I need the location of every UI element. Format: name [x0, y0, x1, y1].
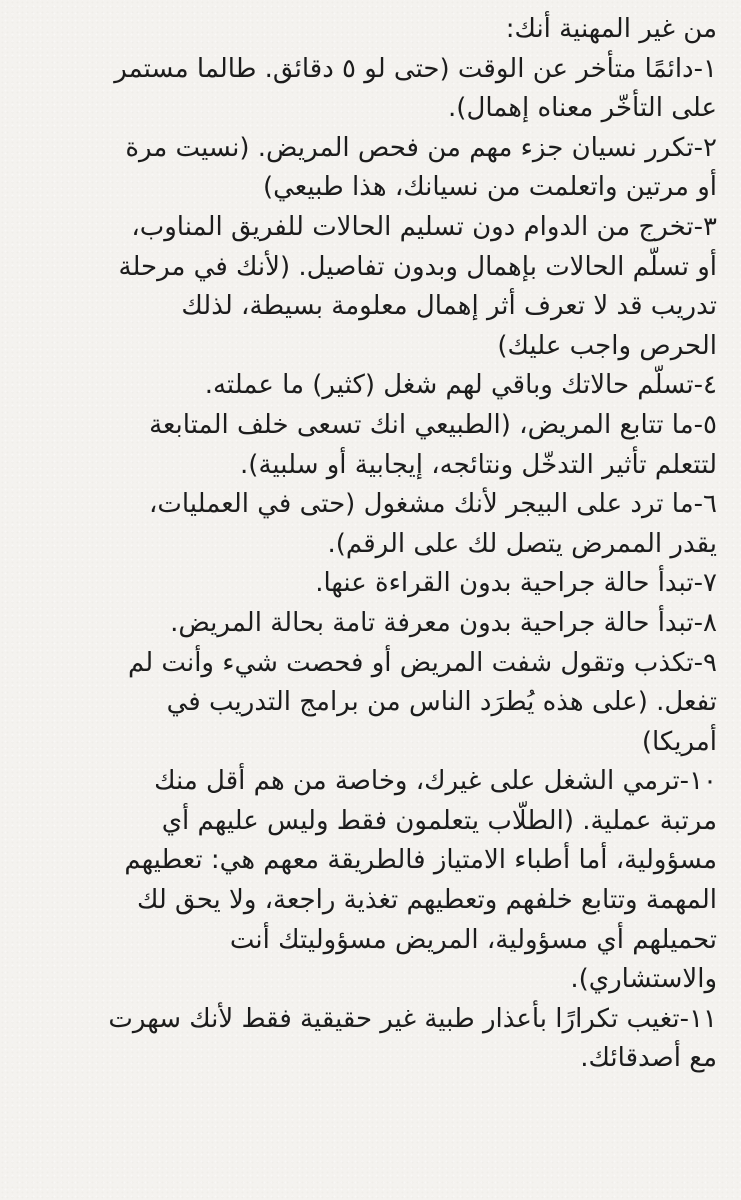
note-line: أو مرتين واتعلمت من نسيانك، هذا طبيعي): [262, 172, 717, 203]
note-line: أو تسلّم الحالات بإهمال وبدون تفاصيل. (لأنك في مرحلة: [118, 251, 717, 282]
note-line: مع أصدقائك.: [580, 1043, 717, 1074]
note-line: ١٠-ترمي الشغل على غيرك، وخاصة من هم أقل منك: [154, 766, 717, 797]
note-line: على التأخّر معناه إهمال).: [448, 93, 717, 124]
note-line: ٩-تكذب وتقول شفت المريض أو فحصت شيء وأنت لم: [127, 647, 717, 678]
note-line: أمريكا): [641, 726, 717, 757]
note-line: ٥-ما تتابع المريض، (الطبيعي انك تسعى خلف المتابعة: [149, 409, 717, 440]
note-line: ٦-ما ترد على البيجر لأنك مشغول (حتى في العمليات،: [149, 489, 717, 520]
note-line: ٧-تبدأ حالة جراحية بدون القراءة عنها.: [315, 568, 717, 599]
note-line: والاستشاري).: [570, 964, 717, 995]
note-line: ٤-تسلّم حالاتك وباقي لهم شغل (كثير) ما عملته.: [204, 370, 717, 401]
note-line: ١-دائمًا متأخر عن الوقت (حتى لو ٥ دقائق. طالما مستمر: [114, 53, 717, 84]
note-line: مرتبة عملية. (الطلّاب يتعلمون فقط وليس عليهم أي: [161, 805, 717, 836]
note-line: لتتعلم تأثير التدخّل ونتائجه، إيجابية أو سلبية).: [240, 449, 717, 480]
note-line: تدريب قد لا تعرف أثر إهمال معلومة بسيطة، لذلك: [181, 291, 717, 322]
note-line: المهمة وتتابع خلفهم وتعطيهم تغذية راجعة، ولا يحق لك: [136, 885, 717, 916]
note-heading: من غير المهنية أنك:: [505, 14, 717, 44]
note-line: ٣-تخرج من الدوام دون تسليم الحالات للفريق المناوب،: [131, 211, 717, 242]
note-line: تحميلهم أي مسؤولية، المريض مسؤوليتك أنت: [229, 924, 717, 955]
note-line: ١١-تغيب تكرارًا بأعذار طبية غير حقيقية فقط لأنك سهرت: [108, 1003, 717, 1034]
note-line: مسؤولية، أما أطباء الامتياز فالطريقة معهم هي: تعطيهم: [124, 845, 717, 876]
note-line: ٢-تكرر نسيان جزء مهم من فحص المريض. (نسيت مرة: [125, 132, 717, 163]
note-line: الحرص واجب عليك): [497, 330, 717, 361]
note-line: ٨-تبدأ حالة جراحية بدون معرفة تامة بحالة المريض.: [170, 607, 717, 638]
note-line: يقدر الممرض يتصل لك على الرقم).: [327, 528, 717, 559]
note-line: تفعل. (على هذه يُطرَد الناس من برامج التدريب في: [166, 687, 717, 718]
